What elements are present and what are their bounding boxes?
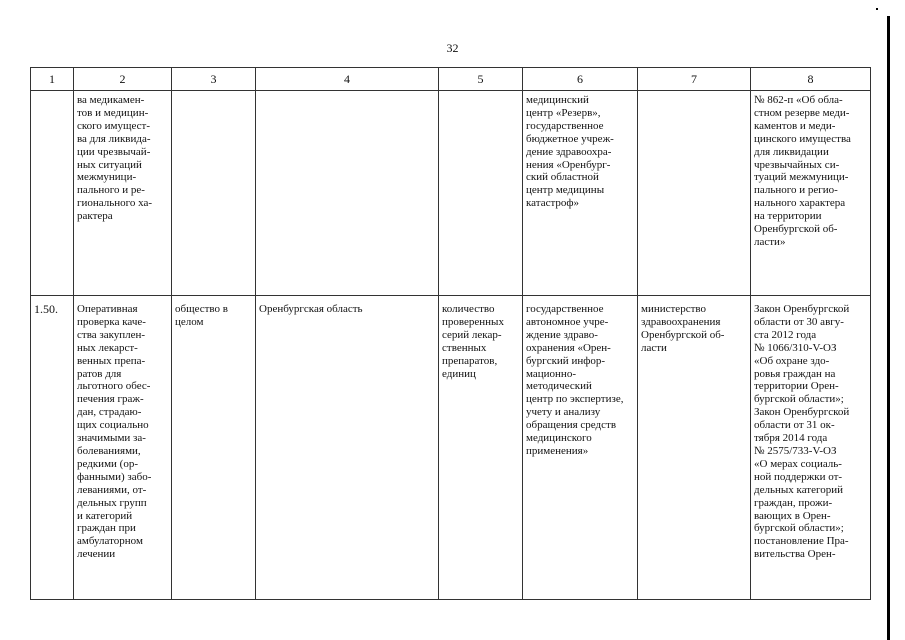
cell-text: медицинский центр «Резерв», государственное бюджетное учреж- дение здравоохра- нения «Оренбург- ский областной центр медицины катастроф» [526,94,614,210]
column-header: 8 [751,68,871,91]
column-header: 4 [256,68,439,91]
table-cell [751,296,871,600]
cell-text: Оперативная проверка каче- ства закуплен- ных лекарст- венных препа- ратов для льготного обес- печения граж- дан, страдаю- щих социально значимыми за- болеваниями, редкими (ор- фанными) забо- леваниями, от- дельных групп и категорий граждан при амбулаторном лечении [77,303,152,561]
table-cell [172,296,256,600]
table-cell [31,91,74,296]
table-cell [74,296,172,600]
cell-text: Закон Оренбургской области от 30 авгу- ста 2012 года № 1066/310-V-ОЗ «Об охране здо- ровья граждан на территории Орен- бургской области»; Закон Оренбургской области от 31 ок- тября 2014 года № 2575/733-V-ОЗ «О мерах социаль- ной поддержки от- дельных категорий граждан, прожи- вающих в Орен- бургской области»; постановление Пра- вительства Орен- [754,303,850,561]
table-cell [751,91,871,296]
column-header: 7 [638,68,751,91]
row-number-cell [31,296,74,600]
table-cell [256,296,439,600]
column-header: 6 [523,68,638,91]
table-row [31,91,871,296]
table-cell [439,91,523,296]
cell-text: Оренбургская область [259,303,363,315]
cell-text: государственное автономное учре- ждение здраво- охранения «Орен- бургский инфор- мационно- методический центр по экспертизе, учету и анализу обращения средств медицинского применения» [526,303,624,457]
row-number: 1.50. [34,302,58,316]
cell-text: общество в целом [175,303,228,328]
table-cell [74,91,172,296]
scan-mark [876,8,878,10]
page-edge-bar [887,16,890,640]
table-cell [523,296,638,600]
header-row [31,68,871,91]
table-cell [256,91,439,296]
table-cell [638,91,751,296]
table-cell [172,91,256,296]
table-cell [439,296,523,600]
column-header: 5 [439,68,523,91]
page-number: 32 [446,41,459,55]
table-cell [638,296,751,600]
column-header: 1 [31,68,74,91]
column-header: 2 [74,68,172,91]
column-header: 3 [172,68,256,91]
cell-text: министерство здравоохранения Оренбургской об- ласти [641,303,725,354]
cell-text: ва медикамен- тов и медицин- ского имущест- ва для ликвида- ции чрезвычай- ных ситуаций межмуници- пального и ре- гионального ха- рактера [77,94,153,223]
cell-text: № 862-п «Об обла- стном резерве меди- каментов и меди- цинского имущества для ликвидации чрезвычайных си- туаций межмуници- пального и регио- нального характера на территории Оренбургской об- ласти» [754,94,851,248]
document-table [30,67,871,600]
table-cell [523,91,638,296]
table-row [31,296,871,600]
cell-text: количество проверенных серий лекар- ственных препаратов, единиц [442,303,504,380]
